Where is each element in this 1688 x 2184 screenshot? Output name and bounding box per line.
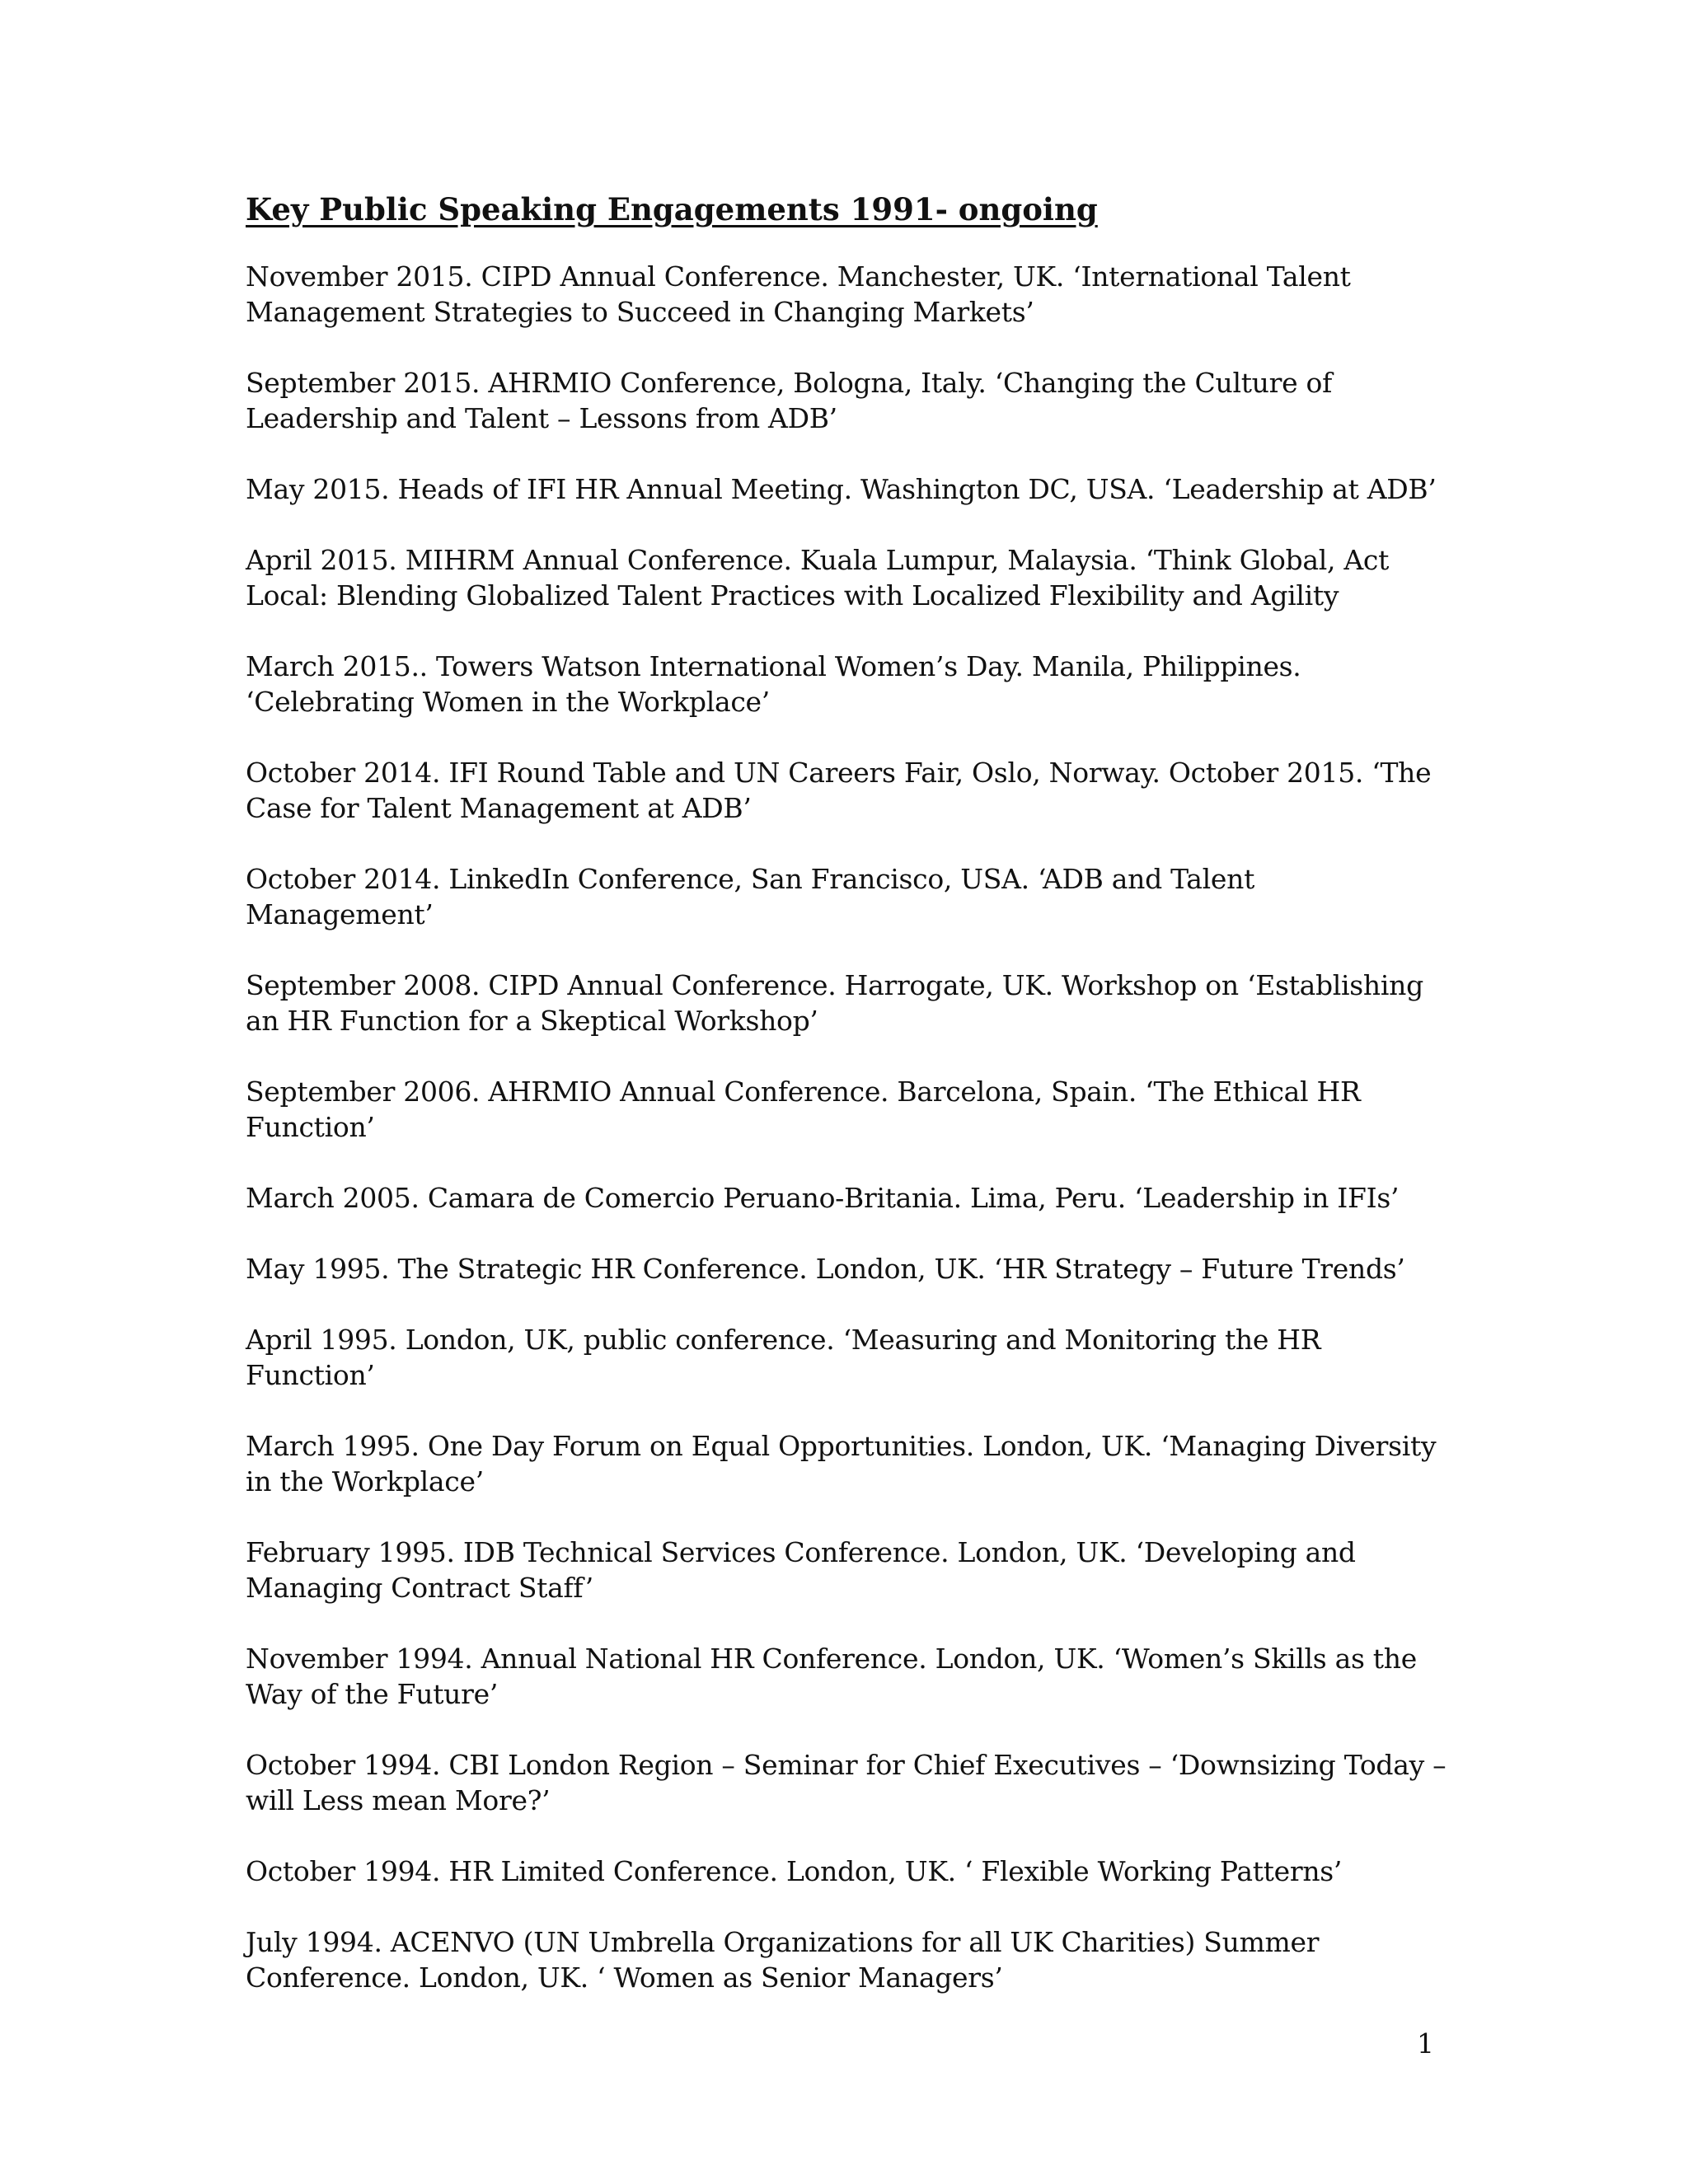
engagement-entry: November 2015. CIPD Annual Conference. Manchester, UK. ‘International Talent Management Strategies to Succeed in Changing Markets’ <box>246 260 1351 329</box>
engagement-entry: April 2015. MIHRM Annual Conference. Kuala Lumpur, Malaysia. ‘Think Global, Act Local: Blending Globalized Talent Practices with Localized Flexibility and Agility <box>246 544 1390 612</box>
engagement-entry: May 2015. Heads of IFI HR Annual Meeting. Washington DC, USA. ‘Leadership at ADB’ <box>246 473 1437 506</box>
engagement-entry: October 2014. IFI Round Table and UN Careers Fair, Oslo, Norway. October 2015. ‘The Case for Talent Management at ADB’ <box>246 757 1432 825</box>
engagement-entry: October 1994. CBI London Region – Seminar for Chief Executives – ‘Downsizing Today – will Less mean More?’ <box>246 1749 1447 1817</box>
engagement-entry: May 1995. The Strategic HR Conference. London, UK. ‘HR Strategy – Future Trends’ <box>246 1253 1405 1286</box>
engagement-entry: September 2006. AHRMIO Annual Conference. Barcelona, Spain. ‘The Ethical HR Function’ <box>246 1076 1361 1144</box>
engagement-entry: March 1995. One Day Forum on Equal Opportunities. London, UK. ‘Managing Diversity in the Workplace’ <box>246 1430 1437 1498</box>
engagement-entry: March 2005. Camara de Comercio Peruano-Britania. Lima, Peru. ‘Leadership in IFIs’ <box>246 1182 1400 1215</box>
page-number: 1 <box>1417 2027 1434 2060</box>
engagement-entry: September 2015. AHRMIO Conference, Bologna, Italy. ‘Changing the Culture of Leadership and Talent – Lessons from ADB’ <box>246 367 1332 435</box>
engagement-entry: March 2015.. Towers Watson International Women’s Day. Manila, Philippines. ‘Celebrating Women in the Workplace’ <box>246 650 1301 719</box>
engagement-entry: September 2008. CIPD Annual Conference. Harrogate, UK. Workshop on ‘Establishing an HR Function for a Skeptical Workshop’ <box>246 969 1423 1038</box>
document-title: Key Public Speaking Engagements 1991- ongoing <box>246 191 1098 227</box>
engagement-entry: July 1994. ACENVO (UN Umbrella Organizations for all UK Charities) Summer Conference. London, UK. ‘ Women as Senior Managers’ <box>246 1926 1320 1994</box>
engagement-entry: October 1994. HR Limited Conference. London, UK. ‘ Flexible Working Patterns’ <box>246 1855 1343 1888</box>
engagement-entry: April 1995. London, UK, public conference. ‘Measuring and Monitoring the HR Function’ <box>246 1324 1321 1392</box>
engagement-entry: October 2014. LinkedIn Conference, San Francisco, USA. ‘ADB and Talent Management’ <box>246 863 1255 931</box>
engagement-entry: February 1995. IDB Technical Services Conference. London, UK. ‘Developing and Managing Contract Staff’ <box>246 1536 1356 1605</box>
engagement-entry: November 1994. Annual National HR Conference. London, UK. ‘Women’s Skills as the Way of the Future’ <box>246 1643 1417 1711</box>
document-content <box>246 191 1449 2031</box>
